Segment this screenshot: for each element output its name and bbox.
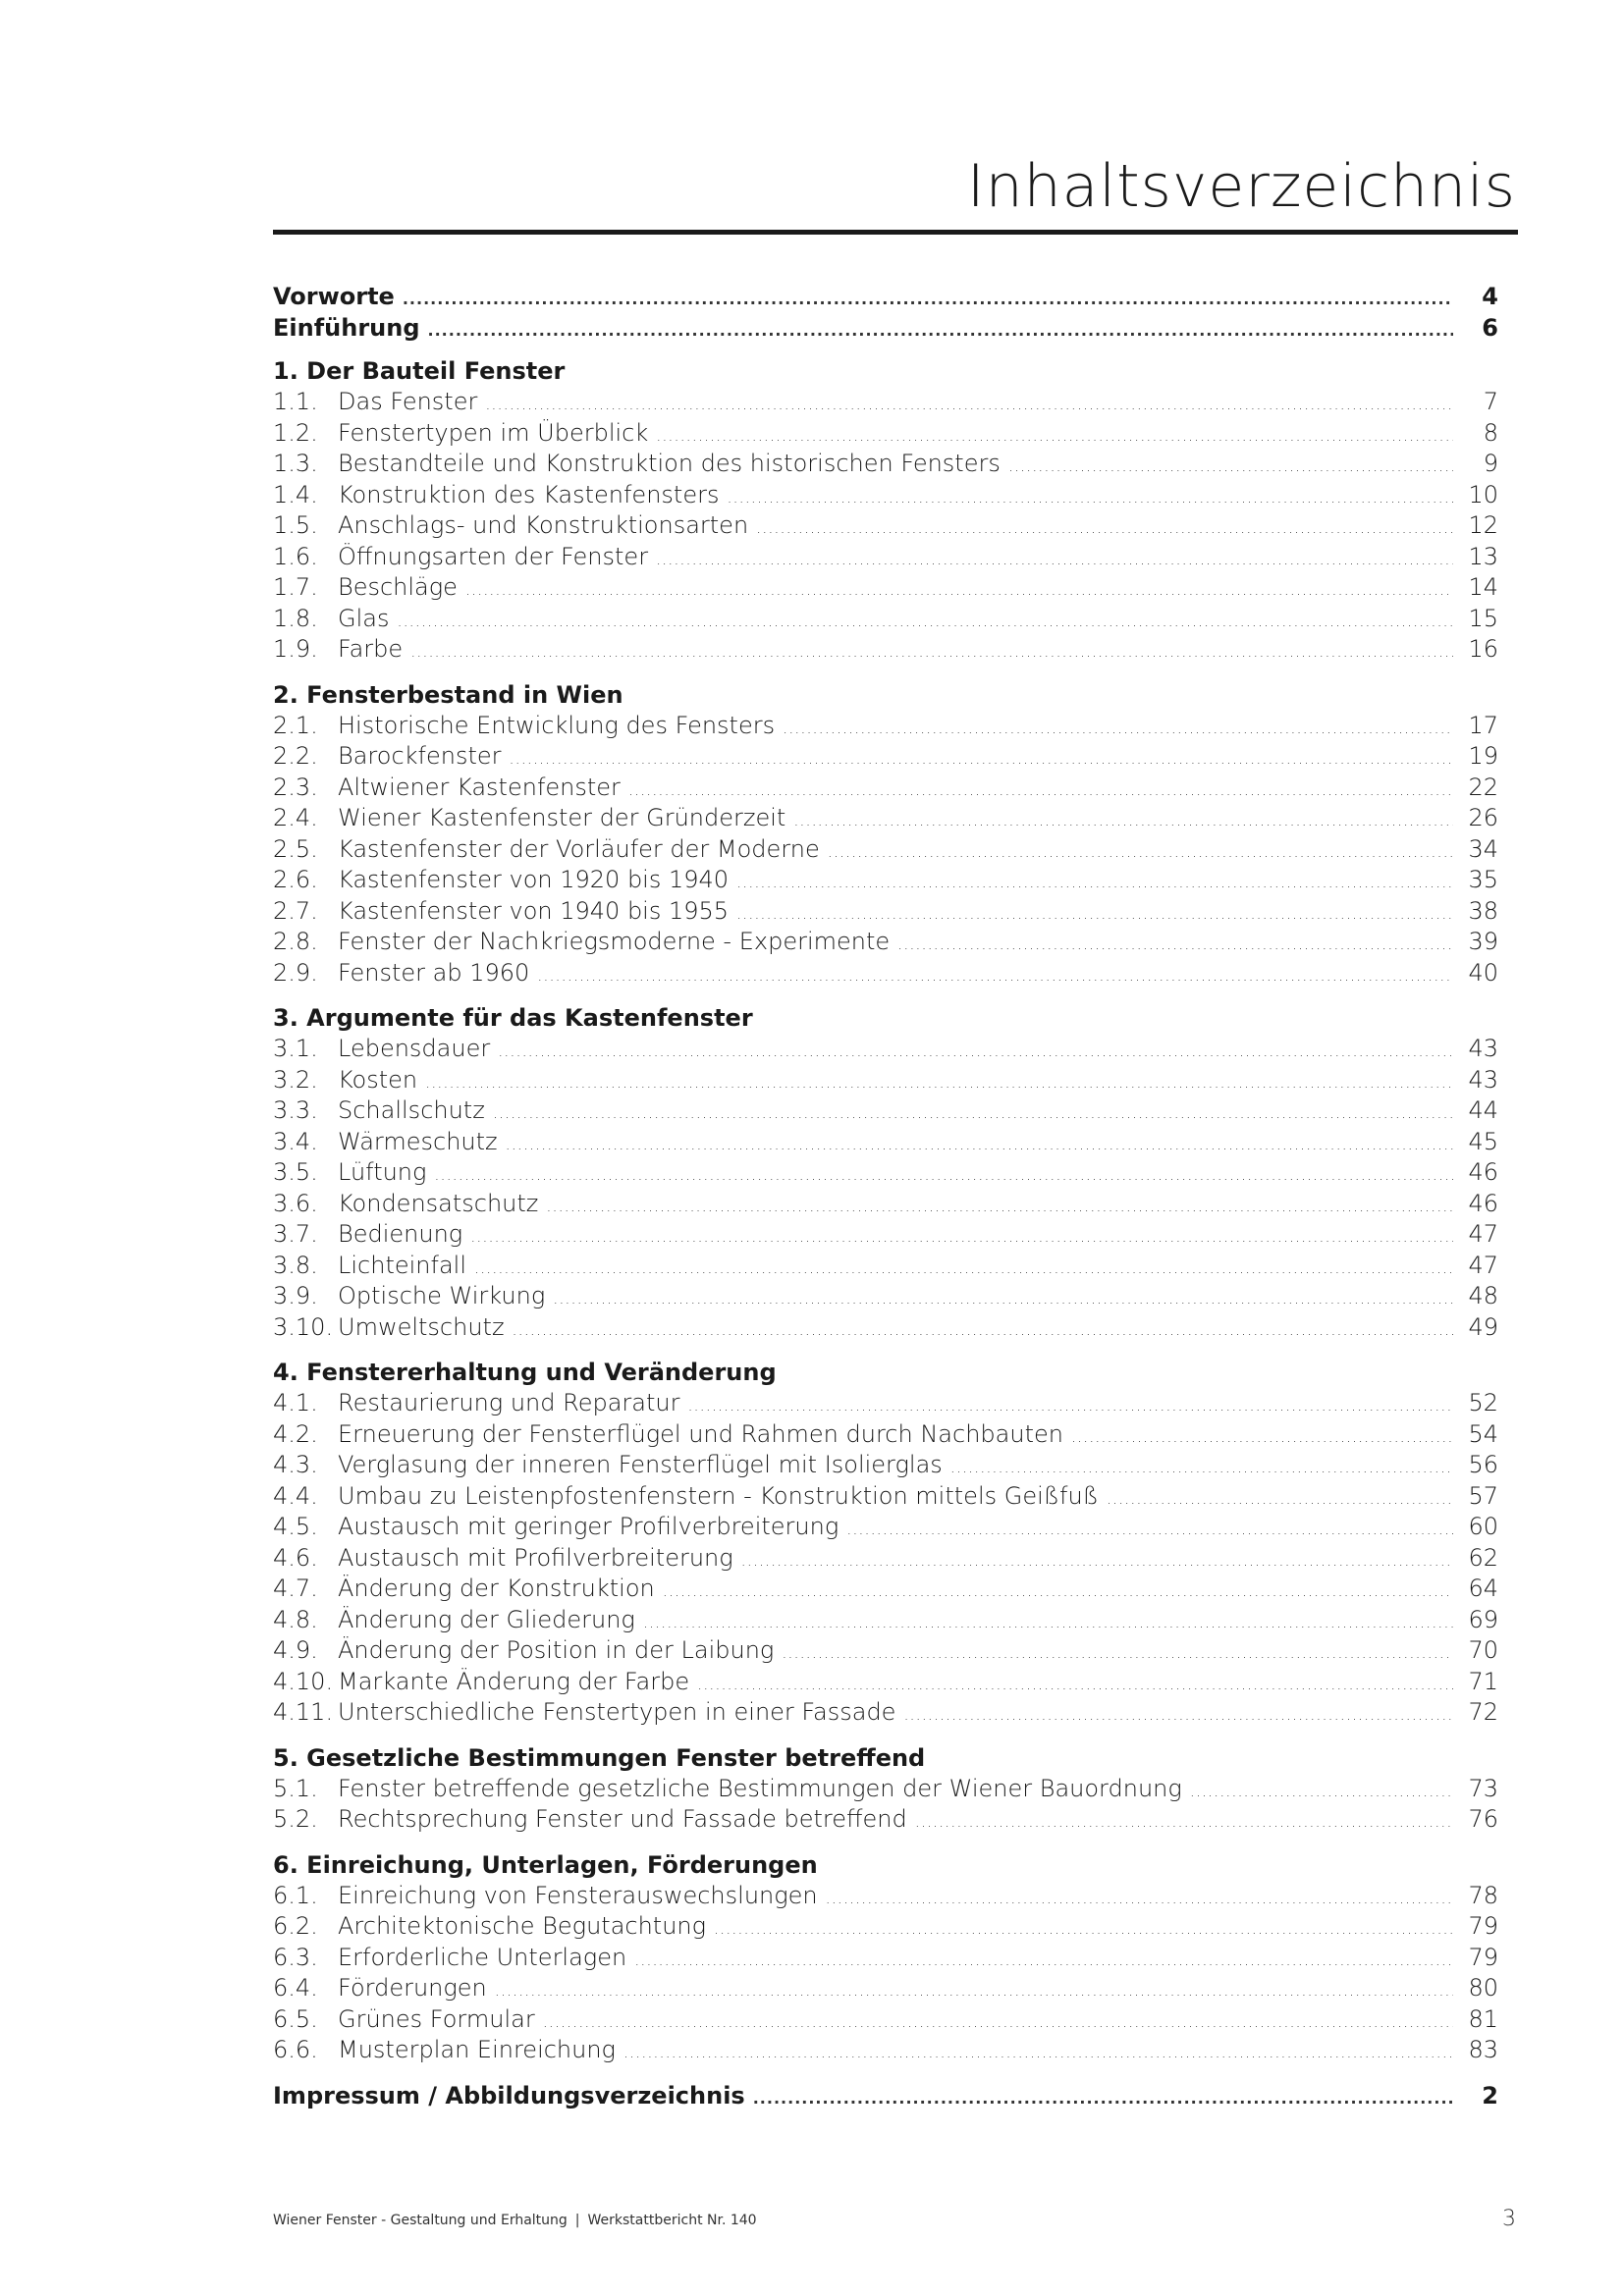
- toc-entry-page: 47: [1468, 1220, 1498, 1248]
- toc-entry[interactable]: [273, 542, 1498, 573]
- toc-entry-page: 57: [1468, 1481, 1498, 1510]
- toc-entry-number: 1.4.: [273, 480, 318, 508]
- toc-entry-label: Vorworte: [273, 283, 395, 310]
- toc-entry-page: 81: [1468, 2004, 1498, 2033]
- toc-entry-page: 39: [1468, 928, 1498, 955]
- dot-leader: [1008, 451, 1453, 482]
- toc-entry[interactable]: [273, 1481, 1498, 1513]
- dot-leader: [1190, 1776, 1453, 1807]
- toc-entry-page: 79: [1468, 1912, 1498, 1940]
- toc-entry-number: 3.5.: [273, 1158, 318, 1186]
- toc-entry-number: 1.9.: [273, 635, 318, 663]
- toc-entry-page: 83: [1468, 2036, 1498, 2063]
- toc-entry[interactable]: [273, 958, 1498, 989]
- toc-entry-number: 3.3.: [273, 1096, 318, 1124]
- toc-entry-number: 4.11.: [273, 1698, 334, 1726]
- toc-entry-page: 45: [1468, 1127, 1498, 1155]
- toc-entry-label: Kosten: [338, 1065, 418, 1094]
- toc-entry-number: 6.4.: [273, 1974, 318, 2002]
- toc-entry[interactable]: [273, 1804, 1498, 1836]
- dot-leader: [397, 606, 1453, 637]
- toc-entry-label: Kondensatschutz: [338, 1189, 539, 1217]
- toc-entry-label: Änderung der Position in der Laibung: [338, 1636, 775, 1664]
- toc-entry-number: 3.10.: [273, 1312, 334, 1341]
- toc-entry-label: Musterplan Einreichung: [338, 2036, 616, 2063]
- dot-leader: [903, 1699, 1453, 1731]
- toc-entry-label: Umbau zu Leistenpfostenfenstern - Konstruktion mittels Geißfuß: [338, 1481, 1099, 1510]
- toc-entry-number: 4.3.: [273, 1451, 318, 1478]
- toc-entry-number: 4.10.: [273, 1667, 334, 1695]
- dot-leader: [753, 2083, 1453, 2114]
- toc-entry-label: Farbe: [338, 635, 404, 663]
- dot-leader: [513, 1314, 1453, 1346]
- toc-entry-number: 1.2.: [273, 418, 318, 447]
- toc-entry[interactable]: [273, 1127, 1498, 1158]
- toc-entry-label: Austausch mit geringer Profilverbreiterung: [338, 1513, 839, 1540]
- toc-entry[interactable]: [273, 2004, 1498, 2036]
- toc-entry[interactable]: [273, 1281, 1498, 1312]
- toc-entry[interactable]: [273, 1574, 1498, 1605]
- toc-entry-page: 17: [1468, 711, 1498, 739]
- toc-entry-page: 34: [1468, 834, 1498, 863]
- toc-entry-label: Altwiener Kastenfenster: [338, 773, 621, 801]
- section-heading[interactable]: 6. Einreichung, Unterlagen, Förderungen: [273, 1850, 818, 1879]
- toc-entry[interactable]: [273, 1095, 1498, 1127]
- toc-entry-label: Fenstertypen im Überblick: [338, 418, 649, 447]
- section-heading[interactable]: 1. Der Bauteil Fenster: [273, 357, 566, 385]
- dot-leader: [470, 1221, 1453, 1253]
- toc-entry-number: 6.5.: [273, 2004, 318, 2033]
- toc-entry-page: 78: [1468, 1881, 1498, 1909]
- toc-entry-label: Unterschiedliche Fenstertypen in einer Fassade: [338, 1698, 896, 1726]
- dot-leader: [493, 1097, 1453, 1129]
- dot-leader: [474, 1253, 1453, 1284]
- dot-leader: [697, 1669, 1453, 1700]
- section-heading[interactable]: 5. Gesetzliche Bestimmungen Fenster betreffend: [273, 1743, 926, 1772]
- dot-leader: [425, 1067, 1453, 1098]
- dot-leader: [537, 960, 1453, 991]
- toc-entry-label: Markante Änderung der Farbe: [338, 1667, 690, 1695]
- toc-entry-page: 56: [1468, 1451, 1498, 1478]
- dot-leader: [628, 774, 1453, 806]
- toc-entry-page: 71: [1468, 1667, 1498, 1695]
- toc-entry[interactable]: [273, 1450, 1498, 1481]
- toc-entry-page: 10: [1468, 480, 1498, 508]
- toc-entry-number: 3.7.: [273, 1220, 318, 1248]
- toc-entry-label: Öffnungsarten der Fenster: [338, 542, 649, 570]
- dot-leader: [485, 389, 1453, 420]
- toc-entry-page: 13: [1468, 542, 1498, 570]
- dot-leader: [553, 1283, 1453, 1314]
- toc-entry-page: 15: [1468, 604, 1498, 632]
- toc-entry-page: 52: [1468, 1389, 1498, 1416]
- toc-entry-page: 22: [1468, 773, 1498, 801]
- table-of-contents: [273, 281, 1498, 2111]
- toc-entry-label: Wiener Kastenfenster der Gründerzeit: [338, 804, 786, 831]
- toc-entry[interactable]: [273, 1388, 1498, 1419]
- toc-entry-page: 12: [1468, 511, 1498, 539]
- toc-entry-number: 1.7.: [273, 573, 318, 601]
- toc-entry-page: 73: [1468, 1774, 1498, 1802]
- toc-entry-number: 4.6.: [273, 1543, 318, 1572]
- toc-entry-page: 7: [1483, 388, 1498, 415]
- toc-entry[interactable]: [273, 1034, 1498, 1065]
- dot-leader: [656, 544, 1453, 575]
- toc-entry-number: 2.3.: [273, 773, 318, 801]
- toc-entry-impressum[interactable]: [273, 2080, 1498, 2111]
- toc-entry[interactable]: [273, 1419, 1498, 1451]
- dot-leader: [1071, 1421, 1453, 1453]
- toc-entry[interactable]: [273, 1943, 1498, 1974]
- dot-leader: [428, 315, 1453, 347]
- toc-entry-number: 2.6.: [273, 866, 318, 893]
- toc-entry-label: Das Fenster: [338, 388, 478, 415]
- toc-entry[interactable]: [273, 803, 1498, 834]
- toc-entry-label: Kastenfenster der Vorläufer der Moderne: [338, 834, 820, 863]
- toc-entry[interactable]: [273, 773, 1498, 804]
- section-heading[interactable]: 2. Fensterbestand in Wien: [273, 680, 623, 709]
- toc-entry[interactable]: [273, 834, 1498, 866]
- toc-entry-label: Bestandteile und Konstruktion des historischen Fensters: [338, 450, 1001, 477]
- toc-entry-page: 46: [1468, 1158, 1498, 1186]
- toc-entry[interactable]: [273, 927, 1498, 958]
- dot-leader: [793, 805, 1453, 836]
- toc-entry-number: 5.2.: [273, 1805, 318, 1833]
- toc-entry-number: 4.4.: [273, 1481, 318, 1510]
- dot-leader: [495, 1975, 1453, 2006]
- toc-entry-label: Austausch mit Profilverbreiterung: [338, 1543, 733, 1572]
- toc-entry[interactable]: [273, 480, 1498, 511]
- toc-entry-label: Lichteinfall: [338, 1251, 466, 1279]
- dot-leader: [714, 1913, 1453, 1945]
- toc-entry-page: 38: [1468, 896, 1498, 925]
- toc-entry[interactable]: [273, 711, 1498, 742]
- footer-separator: |: [574, 2213, 580, 2228]
- toc-entry-page: 49: [1468, 1312, 1498, 1341]
- toc-entry-page: 80: [1468, 1974, 1498, 2002]
- toc-entry[interactable]: [273, 387, 1498, 418]
- dot-leader: [410, 636, 1453, 667]
- dot-leader: [741, 1545, 1453, 1576]
- toc-entry[interactable]: [273, 1605, 1498, 1636]
- toc-entry-page: 46: [1468, 1189, 1498, 1217]
- toc-section: [273, 355, 1498, 666]
- dot-leader: [950, 1452, 1453, 1483]
- toc-entry-number: 4.5.: [273, 1513, 318, 1540]
- toc-entry[interactable]: [273, 1774, 1498, 1805]
- toc-entry-page: 79: [1468, 1943, 1498, 1971]
- toc-entry[interactable]: [273, 1543, 1498, 1575]
- toc-entry-label: Erneuerung der Fensterflügel und Rahmen durch Nachbauten: [338, 1419, 1063, 1448]
- toc-entry-label: Rechtsprechung Fenster und Fassade betreffend: [338, 1805, 907, 1833]
- toc-entry[interactable]: [273, 1635, 1498, 1667]
- toc-entry-number: 1.1.: [273, 388, 318, 415]
- page-number: 3: [1502, 2207, 1516, 2231]
- toc-entry[interactable]: [273, 449, 1498, 480]
- toc-entry[interactable]: [273, 510, 1498, 542]
- toc-entry[interactable]: [273, 2035, 1498, 2066]
- toc-entry-number: 3.2.: [273, 1065, 318, 1094]
- dot-leader: [663, 1575, 1453, 1607]
- toc-entry-number: 4.2.: [273, 1419, 318, 1448]
- toc-entry-vorworte[interactable]: [273, 281, 1498, 312]
- toc-entry-number: 3.8.: [273, 1251, 318, 1279]
- dot-leader: [736, 898, 1453, 930]
- toc-entry-number: 6.2.: [273, 1912, 318, 1940]
- toc-entry-label: Erforderliche Unterlagen: [338, 1943, 627, 1971]
- section-heading[interactable]: 3. Argumente für das Kastenfenster: [273, 1004, 753, 1032]
- toc-section: [273, 1357, 1498, 1729]
- dot-leader: [656, 420, 1453, 452]
- toc-entry-number: 2.7.: [273, 896, 318, 925]
- toc-entry[interactable]: [273, 896, 1498, 928]
- toc-entry-page: 60: [1468, 1513, 1498, 1540]
- toc-entry-number: 4.8.: [273, 1605, 318, 1633]
- dot-leader: [826, 1883, 1453, 1914]
- toc-entry[interactable]: [273, 418, 1498, 450]
- dot-leader: [828, 836, 1453, 868]
- toc-entry-page: 19: [1468, 742, 1498, 770]
- toc-entry-page: 44: [1468, 1096, 1498, 1124]
- page-footer: [273, 2213, 757, 2228]
- toc-entry-number: 2.8.: [273, 928, 318, 955]
- dot-leader: [782, 1637, 1453, 1669]
- toc-entry-page: 47: [1468, 1251, 1498, 1279]
- footer-series: Werkstattbericht Nr. 140: [587, 2213, 757, 2228]
- toc-entry-label: Kastenfenster von 1940 bis 1955: [338, 896, 730, 925]
- toc-entry-page: 26: [1468, 804, 1498, 831]
- toc-section: [273, 1742, 1498, 1836]
- toc-entry[interactable]: [273, 1667, 1498, 1698]
- toc-entry-label: Fenster der Nachkriegsmoderne - Experimente: [338, 928, 891, 955]
- toc-entry-label: Lebensdauer: [338, 1035, 491, 1062]
- toc-entry-number: 6.6.: [273, 2036, 318, 2063]
- toc-entry[interactable]: [273, 1512, 1498, 1543]
- dot-leader: [623, 2037, 1453, 2068]
- toc-section: [273, 1002, 1498, 1343]
- toc-entry-number: 4.1.: [273, 1389, 318, 1416]
- dot-leader: [498, 1036, 1453, 1067]
- dot-leader: [465, 574, 1453, 606]
- toc-entry-number: 1.5.: [273, 511, 318, 539]
- toc-entry-number: 4.9.: [273, 1636, 318, 1664]
- toc-entry[interactable]: [273, 634, 1498, 666]
- toc-entry-label: Fenster betreffende gesetzliche Bestimmungen der Wiener Bauordnung: [338, 1774, 1182, 1802]
- toc-entry-page: 4: [1482, 283, 1498, 310]
- toc-entry-label: Restaurierung und Reparatur: [338, 1389, 680, 1416]
- dot-leader: [546, 1191, 1453, 1222]
- toc-entry-label: Impressum / Abbildungsverzeichnis: [273, 2081, 745, 2109]
- dot-leader: [846, 1514, 1453, 1545]
- toc-entry-label: Historische Entwicklung des Fensters: [338, 711, 776, 739]
- toc-entry-label: Glas: [338, 604, 390, 632]
- toc-entry-page: 43: [1468, 1065, 1498, 1094]
- toc-entry[interactable]: [273, 604, 1498, 635]
- toc-entry-number: 3.4.: [273, 1127, 318, 1155]
- toc-entry-label: Umweltschutz: [338, 1312, 505, 1341]
- toc-entry-label: Schallschutz: [338, 1096, 485, 1124]
- toc-entry-label: Konstruktion des Kastenfensters: [338, 480, 720, 508]
- footer-publication: Wiener Fenster - Gestaltung und Erhaltung: [273, 2213, 568, 2228]
- toc-entry-number: 6.3.: [273, 1943, 318, 1971]
- toc-entry-page: 76: [1468, 1805, 1498, 1833]
- toc-entry[interactable]: [273, 1973, 1498, 2004]
- toc-entry-page: 69: [1468, 1605, 1498, 1633]
- dot-leader: [634, 1945, 1453, 1976]
- toc-entry[interactable]: [273, 865, 1498, 896]
- dot-leader: [756, 512, 1453, 544]
- dot-leader: [727, 482, 1453, 513]
- toc-top-entries: [273, 281, 1498, 344]
- toc-entry-number: 5.1.: [273, 1774, 318, 1802]
- dot-leader: [510, 743, 1453, 774]
- toc-entry-label: Änderung der Konstruktion: [338, 1575, 655, 1602]
- toc-entry-number: 2.2.: [273, 742, 318, 770]
- toc-entry-number: 2.9.: [273, 958, 318, 987]
- toc-entry[interactable]: [273, 1065, 1498, 1096]
- toc-entry-page: 16: [1468, 635, 1498, 663]
- toc-sections: [273, 355, 1498, 2066]
- toc-entry[interactable]: [273, 1157, 1498, 1189]
- toc-entry-page: 64: [1468, 1575, 1498, 1602]
- toc-entry-number: 1.3.: [273, 450, 318, 477]
- toc-entry[interactable]: [273, 1251, 1498, 1282]
- toc-entry[interactable]: [273, 572, 1498, 604]
- toc-entry[interactable]: [273, 1189, 1498, 1220]
- toc-entry-number: 1.8.: [273, 604, 318, 632]
- toc-entry-page: 72: [1468, 1698, 1498, 1726]
- page-title: Inhaltsverzeichnis: [966, 152, 1516, 221]
- toc-entry-page: 62: [1468, 1543, 1498, 1572]
- toc-entry-label: Bedienung: [338, 1220, 463, 1248]
- toc-entry-number: 4.7.: [273, 1575, 318, 1602]
- toc-entry-page: 48: [1468, 1282, 1498, 1309]
- dot-leader: [403, 284, 1453, 315]
- toc-entry-page: 40: [1468, 958, 1498, 987]
- toc-section: [273, 679, 1498, 989]
- toc-entry[interactable]: [273, 1911, 1498, 1943]
- toc-entry-page: 2: [1482, 2081, 1498, 2109]
- toc-entry[interactable]: [273, 1697, 1498, 1729]
- toc-entry-label: Grünes Formular: [338, 2004, 535, 2033]
- toc-entry-label: Anschlags- und Konstruktionsarten: [338, 511, 749, 539]
- toc-entry-number: 2.4.: [273, 804, 318, 831]
- toc-entry-number: 3.6.: [273, 1189, 318, 1217]
- toc-entry-number: 1.6.: [273, 542, 318, 570]
- toc-entry-page: 43: [1468, 1035, 1498, 1062]
- dot-leader: [915, 1806, 1453, 1838]
- toc-entry-page: 6: [1482, 314, 1498, 342]
- toc-entry-label: Kastenfenster von 1920 bis 1940: [338, 866, 730, 893]
- toc-entry-page: 54: [1468, 1419, 1498, 1448]
- toc-entry-page: 35: [1468, 866, 1498, 893]
- toc-entry-page: 70: [1468, 1636, 1498, 1664]
- dot-leader: [736, 867, 1453, 898]
- toc-entry-label: Förderungen: [338, 1974, 487, 2002]
- title-rule: [273, 230, 1518, 235]
- toc-entry-label: Beschläge: [338, 573, 458, 601]
- toc-entry-number: 6.1.: [273, 1881, 318, 1909]
- toc-entry-label: Einreichung von Fensterauswechslungen: [338, 1881, 818, 1909]
- toc-entry[interactable]: [273, 741, 1498, 773]
- toc-entry-label: Wärmeschutz: [338, 1127, 498, 1155]
- toc-entry-label: Einführung: [273, 314, 420, 342]
- dot-leader: [687, 1390, 1453, 1421]
- toc-entry[interactable]: [273, 1312, 1498, 1344]
- toc-section: [273, 1849, 1498, 2066]
- dot-leader: [897, 929, 1453, 960]
- toc-entry-label: Barockfenster: [338, 742, 502, 770]
- toc-entry-label: Architektonische Begutachtung: [338, 1912, 707, 1940]
- toc-entry[interactable]: [273, 1881, 1498, 1912]
- toc-entry-page: 14: [1468, 573, 1498, 601]
- toc-entry-number: 3.1.: [273, 1035, 318, 1062]
- dot-leader: [643, 1607, 1453, 1638]
- toc-entry-label: Verglasung der inneren Fensterflügel mit Isolierglas: [338, 1451, 943, 1478]
- dot-leader: [506, 1129, 1453, 1160]
- toc-entry-page: 8: [1483, 418, 1498, 447]
- dot-leader: [783, 713, 1453, 744]
- toc-entry-number: 3.9.: [273, 1282, 318, 1309]
- toc-entry-number: 2.5.: [273, 834, 318, 863]
- toc-entry-label: Lüftung: [338, 1158, 427, 1186]
- section-heading[interactable]: 4. Fenstererhaltung und Veränderung: [273, 1359, 777, 1386]
- toc-entry-einfuehrung[interactable]: [273, 312, 1498, 344]
- toc-entry-label: Optische Wirkung: [338, 1282, 546, 1309]
- toc-entry[interactable]: [273, 1219, 1498, 1251]
- dot-leader: [1107, 1483, 1453, 1515]
- toc-entry-page: 9: [1483, 450, 1498, 477]
- toc-entry-label: Fenster ab 1960: [338, 958, 530, 987]
- dot-leader: [434, 1159, 1453, 1191]
- toc-entry-number: 2.1.: [273, 711, 318, 739]
- toc-entry-label: Änderung der Gliederung: [338, 1605, 635, 1633]
- dot-leader: [543, 2006, 1453, 2038]
